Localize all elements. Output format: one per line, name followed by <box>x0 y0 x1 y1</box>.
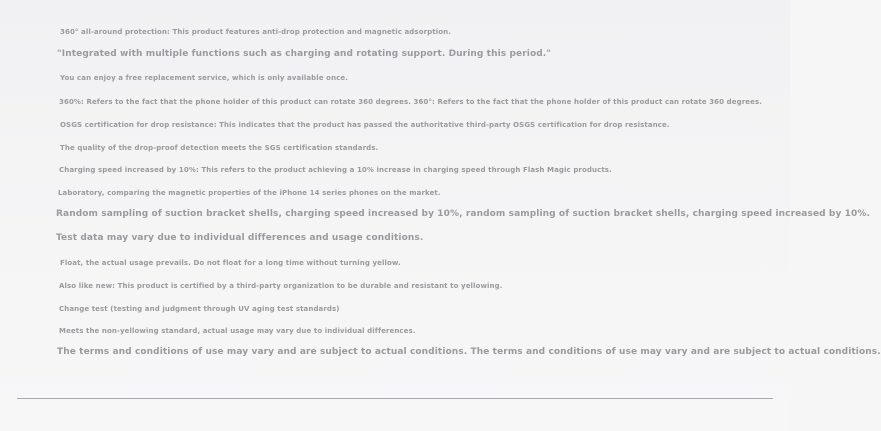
text-line: The terms and conditions of use may vary and are subject to actual conditions. The terms and conditions of use may vary and are subject to actual conditions. <box>57 347 881 357</box>
text-line: 360%: Refers to the fact that the phone holder of this product can rotate 360 degrees. 360°: Refers to the fact that the phone holder of this product can rotate 360 degrees. <box>59 98 762 106</box>
divider <box>17 398 773 399</box>
text-line: Charging speed increased by 10%: This refers to the product achieving a 10% increase in charging speed through Flash Magic products. <box>59 166 612 174</box>
text-line: Meets the non-yellowing standard, actual usage may vary due to individual differences. <box>59 327 416 335</box>
text-line: Random sampling of suction bracket shells, charging speed increased by 10%, random sampling of suction bracket shells, charging speed increased by 10%. <box>56 209 871 219</box>
text-line: The quality of the drop-proof detection meets the SGS certification standards. <box>60 144 379 152</box>
text-line: Change test (testing and judgment through UV aging test standards) <box>59 305 340 313</box>
text-line: "Integrated with multiple functions such as charging and rotating support. During this period." <box>57 49 552 59</box>
text-line: OSGS certification for drop resistance: This indicates that the product has passed the authoritative third-party OSGS certification for drop resistance. <box>60 121 670 129</box>
text-line: Test data may vary due to individual differences and usage conditions. <box>56 233 424 243</box>
text-line: Laboratory, comparing the magnetic properties of the iPhone 14 series phones on the market. <box>58 189 441 197</box>
text-line: Also like new: This product is certified by a third-party organization to be durable and resistant to yellowing. <box>59 282 503 290</box>
text-line: Float, the actual usage prevails. Do not float for a long time without turning yellow. <box>60 259 401 267</box>
text-line: You can enjoy a free replacement service, which is only available once. <box>60 74 349 82</box>
text-line: 360° all-around protection: This product features anti-drop protection and magnetic adsorption. <box>60 28 451 36</box>
